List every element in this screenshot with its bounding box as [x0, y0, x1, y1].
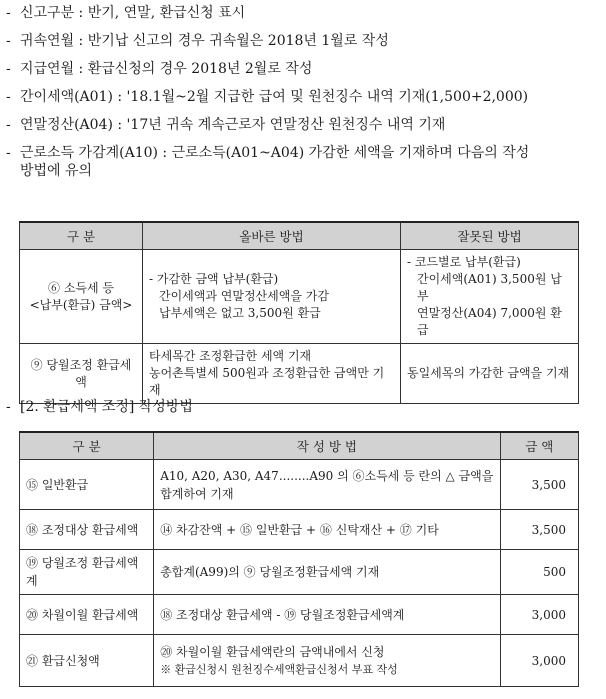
- table-row: [20, 550, 579, 595]
- row-label: ⑳ 차월이월 환급세액: [20, 595, 154, 635]
- table-row: [20, 250, 579, 344]
- row-label: ⑲ 당월조정 환급세액계: [20, 550, 154, 595]
- method-cell: 총합계(A99)의 ⑨ 당월조정환급세액 기재: [154, 550, 500, 595]
- wrong-cell: 동일세목의 가감한 금액을 기재: [401, 344, 579, 404]
- correct-cell: 타세목간 조정환급한 세액 기재 농어촌특별세 500원과 조정환급한 금액만 기재: [143, 344, 401, 404]
- method-cell: A10, A20, A30, A47........A90 의 ⑥소득세 등 란의 △ 금액을 합계하여 기재: [154, 460, 500, 510]
- header-category: 구 분: [20, 432, 154, 460]
- bullet-report-type: - 신고구분 : 반기, 연말, 환급신청 표시: [6, 5, 246, 21]
- header-category: 구 분: [20, 222, 143, 250]
- bullet-payment-month: - 지급연월 : 환급신청의 경우 2018년 2월로 작성: [6, 61, 313, 77]
- amount-cell: 3,000: [500, 635, 578, 687]
- table-row: [20, 344, 579, 404]
- row-label: ⑱ 조정대상 환급세액: [20, 510, 154, 550]
- row-label: ㉑ 환급신청액: [20, 635, 154, 687]
- row-label: ⑮ 일반환급: [20, 460, 154, 510]
- refund-adjustment-table: [19, 431, 579, 687]
- correct-cell: - 가감한 금액 납부(환급) 간이세액과 연말정산세액을 가감 납부세액은 없고 3,500원 환급: [143, 250, 401, 344]
- header-amount: 금 액: [500, 432, 578, 460]
- table-row: [20, 595, 579, 635]
- bullet-income-total: - 근로소득 가감계(A10) : 근로소득(A01~A04) 가감한 세액을 기재하며 다음의 작성 방법에 유의: [6, 145, 530, 179]
- header-method: 작 성 방 법: [154, 432, 500, 460]
- wrong-cell: - 코드별로 납부(환급) 간이세액(A01) 3,500원 납부 연말정산(A04) 7,000원 환급: [401, 250, 579, 344]
- method-cell: ⑭ 차감잔액 + ⑮ 일반환급 + ⑯ 신탁재산 + ⑰ 기타: [154, 510, 500, 550]
- row-label: ⑥ 소득세 등 <납부(환급) 금액>: [20, 250, 143, 344]
- amount-cell: 500: [500, 550, 578, 595]
- table-header-row: [20, 222, 579, 250]
- bullet-simple-tax: - 간이세액(A01) : '18.1월~2월 지급한 급여 및 원천징수 내역 기재(1,500+2,000): [6, 89, 529, 105]
- table-row: [20, 635, 579, 687]
- bullet-attribution-month: - 귀속연월 : 반기납 신고의 경우 귀속월은 2018년 1월로 작성: [6, 33, 389, 49]
- section-title: - [2. 환급세액 조정] 작성방법: [6, 399, 193, 415]
- table-header-row: [20, 432, 579, 460]
- table-row: [20, 460, 579, 510]
- amount-cell: 3,000: [500, 595, 578, 635]
- instruction-list: [6, 4, 602, 190]
- amount-cell: 3,500: [500, 510, 578, 550]
- method-comparison-table: [19, 221, 579, 404]
- amount-cell: 3,500: [500, 460, 578, 510]
- header-wrong: 잘못된 방법: [401, 222, 579, 250]
- table-row: [20, 510, 579, 550]
- method-cell: ⑳ 차월이월 환급세액란의 금액내에서 신청 ※ 환급신청시 원천징수세액환급신청서 부표 작성: [154, 635, 500, 687]
- header-correct: 올바른 방법: [143, 222, 401, 250]
- row-label: ⑨ 당월조정 환급세액: [20, 344, 143, 404]
- bullet-year-end: - 연말정산(A04) : '17년 귀속 계속근로자 연말정산 원천징수 내역 기재: [6, 117, 446, 133]
- method-cell: ⑱ 조정대상 환급세액 - ⑲ 당월조정환급세액계: [154, 595, 500, 635]
